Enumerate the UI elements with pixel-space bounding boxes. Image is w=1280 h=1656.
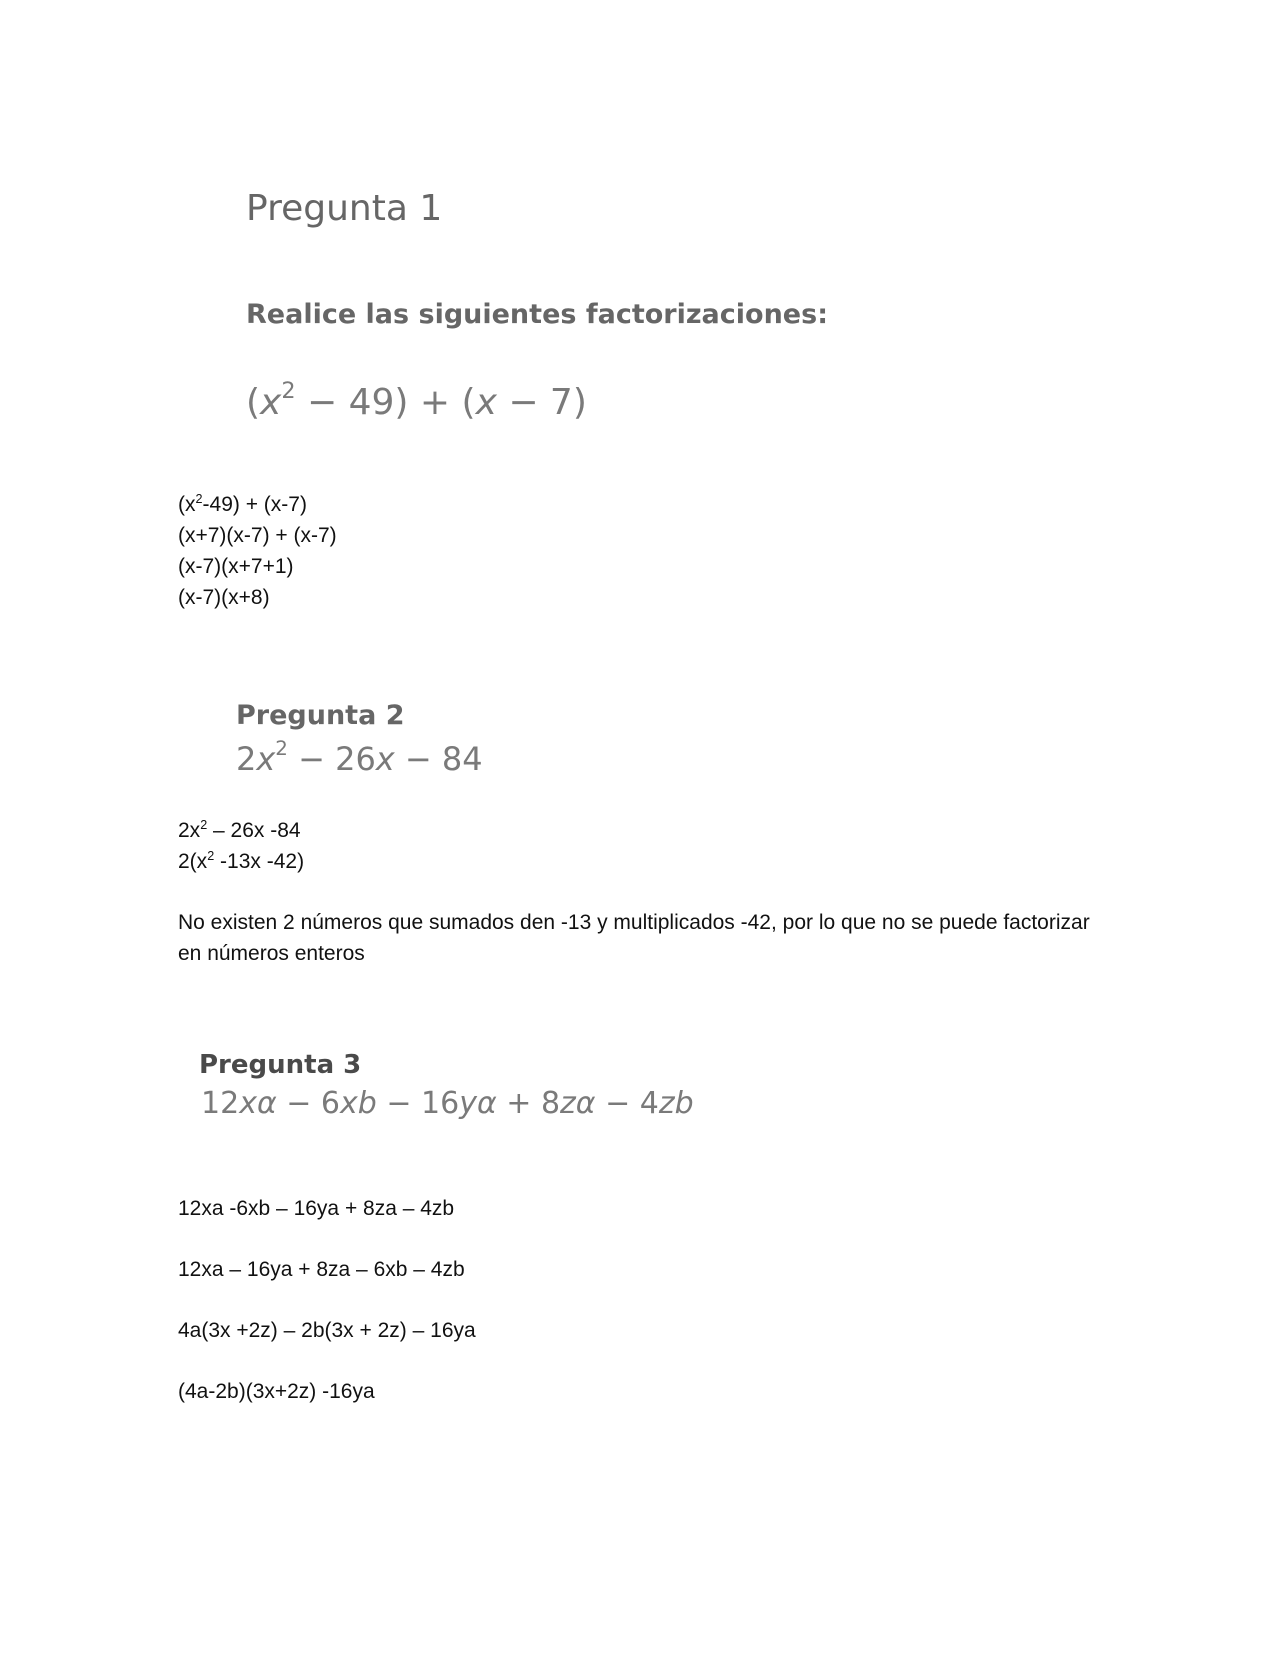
question-1-answer <box>178 489 337 613</box>
question-3-expression: 12xα − 6xb − 16yα + 8zα − 4zb <box>201 1086 694 1121</box>
answer-line: $2(x^2$ -13x -42) <box>178 849 305 873</box>
question-2-title: Pregunta 2 <box>236 700 405 731</box>
question-1-title: Pregunta 1 <box>246 188 443 229</box>
question-2-expression: $2x^2 - 26x - 84$ <box>236 737 483 778</box>
answer-line: 12xa – 16ya + 8za – 6xb – 4zb <box>178 1258 465 1281</box>
answer-line: (x-7)(x+8) <box>178 586 270 609</box>
answer-line: $2x^2 - 26x$ -84 <box>178 818 301 842</box>
question-2-answer <box>178 815 304 877</box>
answer-line: (4a-2b)(3x+2z) -16ya <box>178 1380 375 1403</box>
answer-line: 12xa -6xb – 16ya + 8za – 4zb <box>178 1197 455 1220</box>
answer-line: 4a(3x +2z) – 2b(3x + 2z) – 16ya <box>178 1319 476 1342</box>
question-1-instruction: Realice las siguientes factorizaciones: <box>246 299 828 330</box>
question-1-expression: $(x^2 - 49) + (x - 7)$ <box>246 377 587 423</box>
question-2-note: No existen 2 números que sumados den -13 y multiplicados -42, por lo que no se puede factorizar en números enteros <box>178 911 1090 965</box>
answer-line: (x-7)(x+7+1) <box>178 555 294 578</box>
answer-line: $(x^2-49) + (x-7)$ <box>178 492 307 516</box>
question-3-answer <box>178 1178 476 1422</box>
question-3-title: Pregunta 3 <box>199 1050 362 1080</box>
answer-line: (x+7)(x-7) + (x-7) <box>178 524 337 547</box>
